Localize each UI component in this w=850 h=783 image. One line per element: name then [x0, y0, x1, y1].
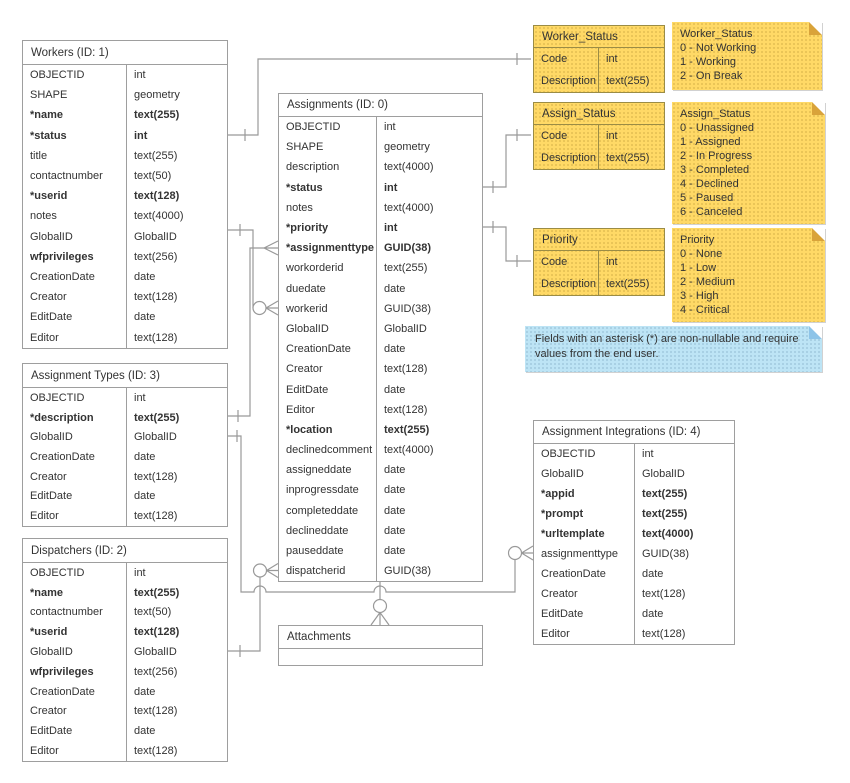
- table-row: [279, 460, 482, 480]
- field-name: Editor: [541, 628, 570, 640]
- field-name: Description: [541, 152, 597, 164]
- field-type: GlobalID: [634, 464, 734, 484]
- table-row: [23, 408, 227, 428]
- table-row: [279, 299, 482, 319]
- field-type: date: [376, 541, 482, 561]
- note-line: 0 - Not Working: [680, 42, 757, 54]
- table-row: [279, 561, 482, 581]
- zero-or-many-icon: [371, 600, 389, 626]
- field-name: Creator: [541, 588, 578, 600]
- asterisk-note: [525, 326, 822, 372]
- field-type: int: [598, 48, 664, 70]
- field-name: *location: [286, 423, 333, 436]
- field-type: text(255): [634, 504, 734, 524]
- field-type: int: [634, 444, 734, 464]
- table-title: Assignment Integrations (ID: 4): [534, 421, 734, 444]
- table-row: [23, 105, 227, 125]
- field-type: date: [376, 501, 482, 521]
- table-row: [279, 319, 482, 339]
- field-type: date: [126, 721, 227, 741]
- table-row: [23, 186, 227, 206]
- field-name: *description: [30, 411, 94, 424]
- table-row: [23, 622, 227, 642]
- table-row: [23, 85, 227, 105]
- many-icon: [264, 241, 278, 255]
- field-type: text(128): [634, 584, 734, 604]
- lookup-table-assign-status: [533, 102, 665, 170]
- field-type: text(4000): [126, 206, 227, 226]
- field-type: date: [126, 267, 227, 287]
- field-type: int: [126, 563, 227, 583]
- field-type: text(4000): [376, 157, 482, 177]
- note-line: 1 - Working: [680, 56, 737, 68]
- field-name: dispatcherid: [286, 565, 346, 578]
- field-name: GlobalID: [541, 468, 584, 480]
- table-row: [279, 258, 482, 278]
- zero-or-many-icon: [254, 564, 279, 578]
- table-row: [23, 563, 227, 583]
- field-type: geometry: [376, 137, 482, 157]
- field-name: EditDate: [541, 608, 584, 620]
- field-name: Code: [541, 53, 568, 65]
- table-row: [23, 702, 227, 722]
- table-row: [534, 504, 734, 524]
- note-line: Assign_Status: [680, 108, 751, 120]
- table-row: [23, 307, 227, 327]
- field-name: OBJECTID: [30, 69, 85, 82]
- lookup-table-priority: [533, 228, 665, 296]
- table-title: Attachments: [279, 626, 482, 649]
- field-name: completeddate: [286, 504, 359, 517]
- field-name: Creator: [30, 291, 67, 304]
- table-row: [534, 544, 734, 564]
- field-name: Editor: [30, 745, 59, 758]
- note-line: 4 - Declined: [680, 178, 739, 190]
- table-row: [534, 70, 664, 92]
- table-row: [534, 524, 734, 544]
- field-name: Description: [541, 278, 597, 290]
- field-name: OBJECTID: [30, 566, 85, 579]
- table-row: [23, 642, 227, 662]
- field-type: text(128): [126, 186, 227, 206]
- field-type: text(128): [126, 506, 227, 526]
- field-type: text(128): [376, 359, 482, 379]
- field-name: CreationDate: [30, 450, 95, 463]
- field-name: SHAPE: [286, 141, 324, 154]
- field-name: SHAPE: [30, 89, 68, 102]
- field-type: date: [376, 339, 482, 359]
- zero-or-many-icon: [509, 546, 534, 560]
- table-row: [23, 721, 227, 741]
- field-name: Creator: [30, 470, 67, 483]
- field-type: GUID(38): [376, 238, 482, 258]
- field-type: GlobalID: [376, 319, 482, 339]
- field-name: *name: [30, 109, 64, 122]
- table-row: [279, 480, 482, 500]
- field-name: *name: [30, 586, 64, 599]
- field-type: date: [126, 682, 227, 702]
- field-type: text(128): [634, 624, 734, 644]
- table-title: Assign_Status: [534, 103, 664, 125]
- field-type: date: [126, 307, 227, 327]
- entity-table-assignment-integrations: [533, 420, 735, 645]
- field-name: Creator: [286, 363, 323, 376]
- entity-table-attachments: [278, 625, 483, 666]
- field-name: EditDate: [30, 490, 73, 503]
- table-row: [279, 521, 482, 541]
- field-type: GUID(38): [376, 299, 482, 319]
- field-name: wfprivileges: [30, 250, 94, 263]
- field-name: pauseddate: [286, 545, 344, 558]
- table-row: [534, 624, 734, 644]
- table-row: [279, 359, 482, 379]
- field-type: GlobalID: [126, 227, 227, 247]
- table-row: [534, 584, 734, 604]
- note-line: 1 - Assigned: [680, 136, 741, 148]
- table-row: [23, 603, 227, 623]
- table-row: [279, 238, 482, 258]
- field-type: GlobalID: [126, 427, 227, 447]
- sticky-note-assign-status: [672, 102, 825, 224]
- folded-corner-icon: [812, 102, 825, 115]
- table-row: [279, 117, 482, 137]
- entity-table-dispatchers: [22, 538, 228, 762]
- note-line: 1 - Low: [680, 262, 717, 274]
- field-type: date: [376, 521, 482, 541]
- note-line: 2 - Medium: [680, 276, 736, 288]
- field-type: text(255): [598, 70, 664, 92]
- field-type: text(128): [126, 287, 227, 307]
- note-line: Worker_Status: [680, 28, 753, 40]
- dispatchers-assignments-connector: [228, 564, 278, 658]
- field-type: text(4000): [376, 198, 482, 218]
- table-row: [534, 251, 664, 273]
- table-row: [279, 501, 482, 521]
- table-row: [279, 400, 482, 420]
- field-name: workerid: [286, 302, 328, 315]
- table-row: [23, 486, 227, 506]
- table-row: [23, 65, 227, 85]
- entity-table-assignments: [278, 93, 483, 582]
- table-row: [279, 541, 482, 561]
- field-name: wfprivileges: [30, 665, 94, 678]
- note-text: Fields with an asterisk (*) are non-nullable and require values from the end user.: [535, 333, 799, 360]
- field-name: contactnumber: [30, 606, 103, 619]
- field-type: text(128): [126, 622, 227, 642]
- field-type: text(50): [126, 603, 227, 623]
- table-row: [534, 604, 734, 624]
- table-row: [279, 420, 482, 440]
- field-name: *assignmenttype: [286, 242, 375, 255]
- entity-table-workers: [22, 40, 228, 349]
- table-row: [23, 206, 227, 226]
- sticky-note-priority: [672, 228, 825, 322]
- field-name: EditDate: [30, 311, 73, 324]
- field-name: duedate: [286, 282, 326, 295]
- table-row: [534, 48, 664, 70]
- field-type: int: [598, 251, 664, 273]
- field-type: text(255): [598, 147, 664, 169]
- field-type: int: [376, 218, 482, 238]
- note-line: 0 - Unassigned: [680, 122, 754, 134]
- workers-assignments-connector: [228, 224, 278, 315]
- field-name: GlobalID: [30, 646, 73, 659]
- assignments-assignstatus-connector: [483, 129, 531, 193]
- field-type: text(255): [126, 583, 227, 603]
- table-row: [534, 484, 734, 504]
- table-row: [279, 279, 482, 299]
- field-type: text(255): [634, 484, 734, 504]
- field-type: date: [376, 379, 482, 399]
- field-name: EditDate: [286, 383, 329, 396]
- field-name: Editor: [286, 403, 315, 416]
- table-row: [23, 682, 227, 702]
- table-row: [23, 741, 227, 761]
- table-row: [23, 467, 227, 487]
- field-name: Creator: [30, 705, 67, 718]
- field-name: OBJECTID: [30, 391, 85, 404]
- field-name: description: [286, 161, 340, 174]
- note-line: 3 - High: [680, 290, 719, 302]
- table-row: [23, 166, 227, 186]
- field-name: *appid: [541, 488, 575, 500]
- table-row: [23, 287, 227, 307]
- table-row: [534, 125, 664, 147]
- table-row: [23, 227, 227, 247]
- table-row: [279, 218, 482, 238]
- table-row: [279, 137, 482, 157]
- field-name: *status: [286, 181, 323, 194]
- assignments-attachments-connector: [371, 581, 389, 625]
- field-type: int: [598, 125, 664, 147]
- table-row: [279, 339, 482, 359]
- field-type: text(255): [376, 258, 482, 278]
- field-name: *priority: [286, 222, 329, 235]
- table-row: [534, 147, 664, 169]
- field-type: text(128): [126, 702, 227, 722]
- field-name: declineddate: [286, 524, 349, 537]
- field-type: text(255): [126, 105, 227, 125]
- field-type: text(128): [126, 327, 227, 347]
- table-row: [23, 447, 227, 467]
- field-name: OBJECTID: [286, 121, 341, 134]
- field-type: date: [126, 486, 227, 506]
- table-row: [279, 379, 482, 399]
- table-title: Assignment Types (ID: 3): [23, 364, 227, 388]
- folded-corner-icon: [809, 22, 822, 35]
- field-type: text(4000): [376, 440, 482, 460]
- field-type: date: [634, 604, 734, 624]
- lookup-table-worker-status: [533, 25, 665, 93]
- field-type: text(256): [126, 662, 227, 682]
- field-type: text(255): [598, 273, 664, 295]
- folded-corner-icon: [812, 228, 825, 241]
- field-name: EditDate: [30, 725, 73, 738]
- field-name: notes: [30, 210, 57, 223]
- field-type: text(256): [126, 247, 227, 267]
- table-row: [279, 198, 482, 218]
- field-type: int: [376, 117, 482, 137]
- field-name: CreationDate: [286, 343, 351, 356]
- table-row: [534, 564, 734, 584]
- table-row: [23, 583, 227, 603]
- field-type: text(255): [126, 146, 227, 166]
- note-line: 2 - In Progress: [680, 150, 753, 162]
- field-name: *status: [30, 129, 67, 142]
- table-row: [23, 388, 227, 408]
- field-name: contactnumber: [30, 170, 103, 183]
- note-line: 3 - Completed: [680, 164, 750, 176]
- field-name: GlobalID: [286, 322, 329, 335]
- table-row: [534, 273, 664, 295]
- table-row: [23, 146, 227, 166]
- field-type: int: [126, 65, 227, 85]
- field-name: assigneddate: [286, 464, 352, 477]
- field-type: text(128): [126, 741, 227, 761]
- field-name: *urltemplate: [541, 528, 605, 540]
- field-name: Description: [541, 75, 597, 87]
- table-title: Assignments (ID: 0): [279, 94, 482, 117]
- field-name: title: [30, 149, 48, 162]
- field-name: inprogressdate: [286, 484, 359, 497]
- field-name: assignmenttype: [541, 548, 619, 560]
- field-type: date: [634, 564, 734, 584]
- table-row: [279, 178, 482, 198]
- field-type: geometry: [126, 85, 227, 105]
- field-type: date: [376, 460, 482, 480]
- field-name: CreationDate: [541, 568, 606, 580]
- assignments-priority-connector: [483, 221, 531, 267]
- field-name: CreationDate: [30, 685, 95, 698]
- field-name: Editor: [30, 331, 59, 344]
- table-row: [23, 427, 227, 447]
- field-type: GUID(38): [634, 544, 734, 564]
- field-type: date: [126, 447, 227, 467]
- field-name: Code: [541, 130, 568, 142]
- field-type: text(255): [126, 408, 227, 428]
- field-type: text(50): [126, 166, 227, 186]
- table-row: [23, 327, 227, 347]
- field-type: date: [376, 279, 482, 299]
- table-row: [534, 444, 734, 464]
- note-line: 4 - Critical: [680, 304, 730, 316]
- field-type: text(4000): [634, 524, 734, 544]
- table-row: [23, 267, 227, 287]
- table-row: [23, 662, 227, 682]
- table-row: [279, 440, 482, 460]
- note-line: 6 - Canceled: [680, 206, 743, 218]
- field-name: CreationDate: [30, 270, 95, 283]
- field-name: OBJECTID: [541, 448, 596, 460]
- field-name: declinedcomment: [286, 444, 373, 457]
- field-name: workorderid: [286, 262, 344, 275]
- note-line: 5 - Paused: [680, 192, 734, 204]
- field-name: notes: [286, 201, 313, 214]
- field-type: GUID(38): [376, 561, 482, 581]
- field-type: int: [126, 388, 227, 408]
- field-type: text(128): [376, 400, 482, 420]
- note-line: Priority: [680, 234, 715, 246]
- field-name: *userid: [30, 626, 68, 639]
- field-type: int: [376, 178, 482, 198]
- table-row: [23, 126, 227, 146]
- table-title: Worker_Status: [534, 26, 664, 48]
- table-row: [279, 157, 482, 177]
- field-name: *prompt: [541, 508, 584, 520]
- field-type: text(255): [376, 420, 482, 440]
- entity-table-assignment-types: [22, 363, 228, 527]
- field-name: Editor: [30, 509, 59, 522]
- table-row: [23, 247, 227, 267]
- empty-row: [279, 649, 482, 665]
- note-line: 0 - None: [680, 248, 723, 260]
- table-row: [23, 506, 227, 526]
- folded-corner-icon: [809, 326, 822, 339]
- field-name: GlobalID: [30, 431, 73, 444]
- field-type: text(128): [126, 467, 227, 487]
- field-name: GlobalID: [30, 230, 73, 243]
- zero-or-many-icon: [253, 301, 278, 315]
- field-type: int: [126, 126, 227, 146]
- field-name: Code: [541, 256, 568, 268]
- table-title: Workers (ID: 1): [23, 41, 227, 65]
- field-name: *userid: [30, 190, 68, 203]
- field-type: date: [376, 480, 482, 500]
- field-type: GlobalID: [126, 642, 227, 662]
- table-row: [534, 464, 734, 484]
- table-title: Dispatchers (ID: 2): [23, 539, 227, 563]
- table-title: Priority: [534, 229, 664, 251]
- note-line: 2 - On Break: [680, 70, 743, 82]
- sticky-note-worker-status: [672, 22, 822, 90]
